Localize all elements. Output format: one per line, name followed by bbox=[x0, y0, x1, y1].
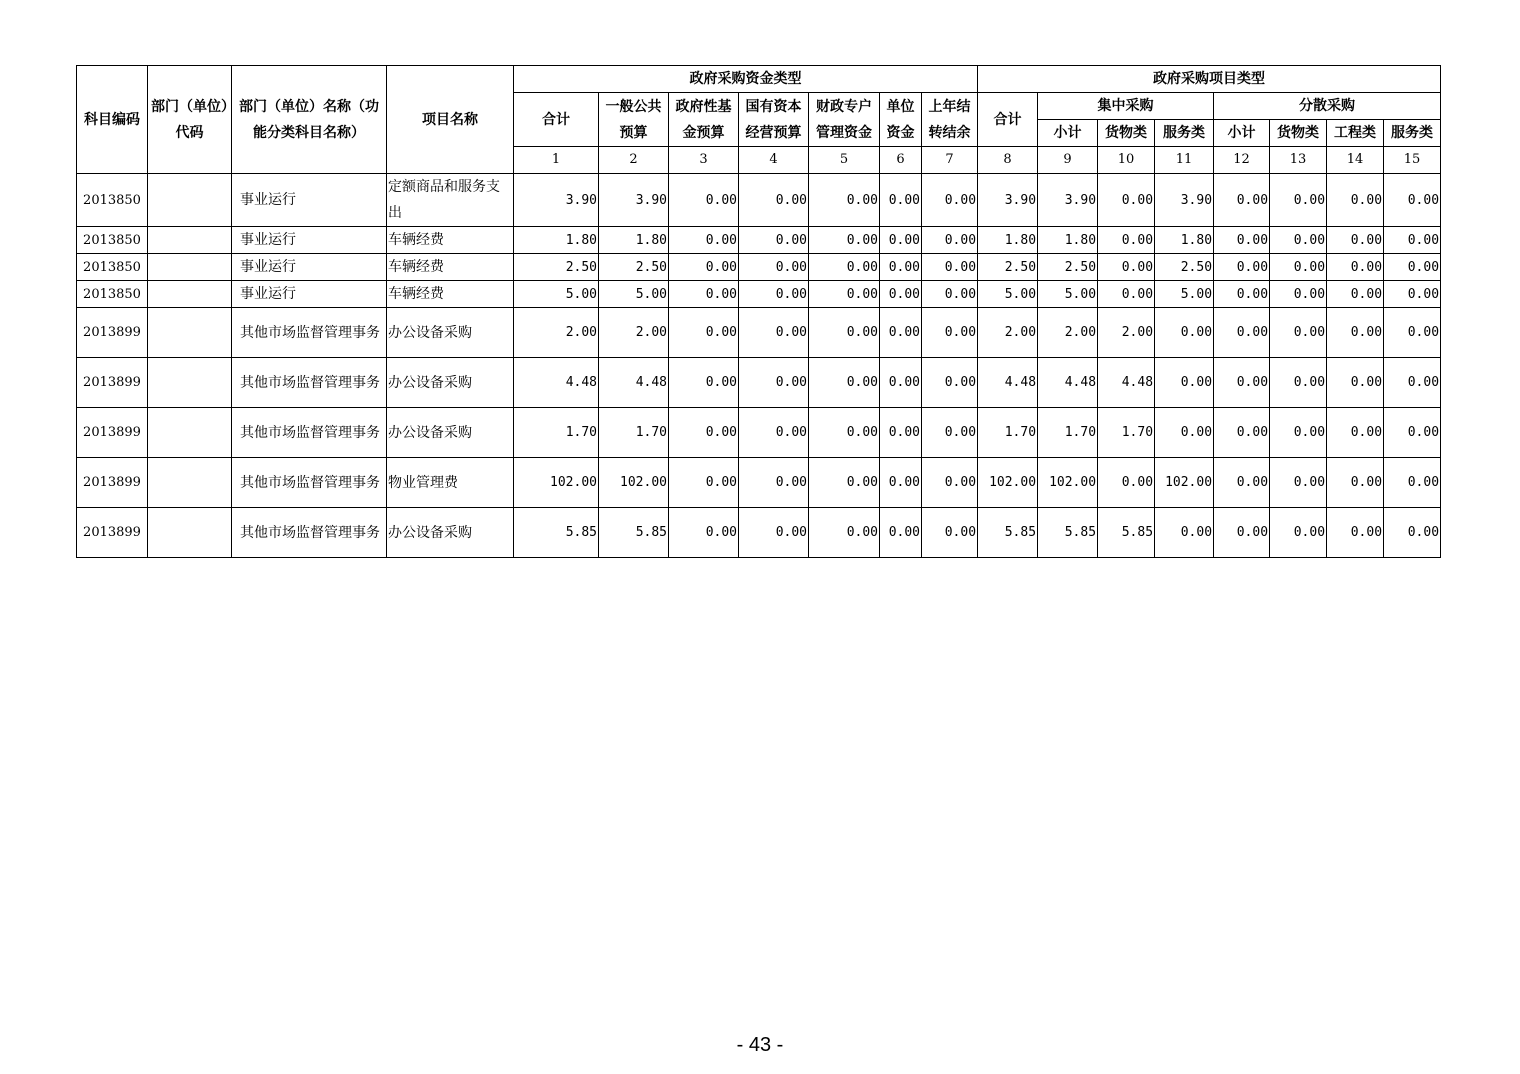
column-index: 11 bbox=[1155, 147, 1214, 174]
value-cell: 2.50 bbox=[1038, 254, 1098, 281]
value-cell: 0.00 bbox=[669, 227, 739, 254]
project-name-cell: 定额商品和服务支出 bbox=[387, 174, 514, 227]
decentralized-services-header: 服务类 bbox=[1384, 120, 1441, 147]
column-index: 8 bbox=[978, 147, 1038, 174]
table-body bbox=[77, 174, 1441, 558]
dept-code-cell bbox=[148, 174, 232, 227]
value-cell: 0.00 bbox=[739, 508, 809, 558]
value-cell: 5.00 bbox=[1038, 281, 1098, 308]
value-cell: 1.80 bbox=[599, 227, 669, 254]
subject-code-cell: 2013899 bbox=[77, 408, 148, 458]
value-cell: 5.85 bbox=[514, 508, 599, 558]
value-cell: 0.00 bbox=[1327, 508, 1384, 558]
value-cell: 0.00 bbox=[1098, 281, 1155, 308]
table-row bbox=[77, 281, 1441, 308]
dept-name-cell: 其他市场监督管理事务 bbox=[232, 408, 387, 458]
table-header bbox=[77, 66, 1441, 174]
value-cell: 0.00 bbox=[1327, 254, 1384, 281]
value-cell: 3.90 bbox=[599, 174, 669, 227]
value-cell: 0.00 bbox=[1270, 227, 1327, 254]
subject-code-cell: 2013850 bbox=[77, 281, 148, 308]
dept-name-cell: 事业运行 bbox=[232, 281, 387, 308]
value-cell: 0.00 bbox=[669, 254, 739, 281]
decentralized-subtotal-header: 小计 bbox=[1214, 120, 1270, 147]
value-cell: 5.00 bbox=[1155, 281, 1214, 308]
value-cell: 0.00 bbox=[1384, 508, 1441, 558]
value-cell: 0.00 bbox=[1214, 281, 1270, 308]
dept-name-cell: 其他市场监督管理事务 bbox=[232, 358, 387, 408]
value-cell: 3.90 bbox=[514, 174, 599, 227]
centralized-header: 集中采购 bbox=[1038, 93, 1214, 120]
dept-code-cell bbox=[148, 254, 232, 281]
dept-name-header: 部门（单位）名称（功能分类科目名称） bbox=[232, 66, 387, 174]
value-cell: 0.00 bbox=[1098, 227, 1155, 254]
value-cell: 0.00 bbox=[922, 458, 978, 508]
value-cell: 102.00 bbox=[599, 458, 669, 508]
column-index: 12 bbox=[1214, 147, 1270, 174]
table-row bbox=[77, 408, 1441, 458]
table-row bbox=[77, 358, 1441, 408]
gov-fund-budget-header: 政府性基金预算 bbox=[669, 93, 739, 147]
centralized-services-header: 服务类 bbox=[1155, 120, 1214, 147]
table-row bbox=[77, 174, 1441, 227]
column-index: 1 bbox=[514, 147, 599, 174]
project-name-cell: 车辆经费 bbox=[387, 281, 514, 308]
value-cell: 0.00 bbox=[1155, 358, 1214, 408]
value-cell: 0.00 bbox=[1270, 281, 1327, 308]
value-cell: 0.00 bbox=[922, 174, 978, 227]
value-cell: 0.00 bbox=[1214, 508, 1270, 558]
value-cell: 0.00 bbox=[1155, 508, 1214, 558]
value-cell: 2.50 bbox=[599, 254, 669, 281]
dept-code-cell bbox=[148, 281, 232, 308]
table-row bbox=[77, 227, 1441, 254]
carryover-header: 上年结转结余 bbox=[922, 93, 978, 147]
project-name-cell: 办公设备采购 bbox=[387, 508, 514, 558]
value-cell: 0.00 bbox=[1327, 458, 1384, 508]
dept-code-cell bbox=[148, 508, 232, 558]
value-cell: 0.00 bbox=[739, 174, 809, 227]
value-cell: 0.00 bbox=[880, 358, 922, 408]
column-index: 7 bbox=[922, 147, 978, 174]
value-cell: 5.00 bbox=[599, 281, 669, 308]
value-cell: 0.00 bbox=[1327, 358, 1384, 408]
state-capital-budget-header: 国有资本经营预算 bbox=[739, 93, 809, 147]
dept-code-cell bbox=[148, 227, 232, 254]
value-cell: 0.00 bbox=[1270, 458, 1327, 508]
value-cell: 0.00 bbox=[1155, 408, 1214, 458]
value-cell: 0.00 bbox=[1214, 408, 1270, 458]
value-cell: 3.90 bbox=[978, 174, 1038, 227]
value-cell: 0.00 bbox=[880, 408, 922, 458]
value-cell: 0.00 bbox=[880, 281, 922, 308]
value-cell: 102.00 bbox=[514, 458, 599, 508]
value-cell: 0.00 bbox=[922, 358, 978, 408]
value-cell: 0.00 bbox=[1098, 174, 1155, 227]
value-cell: 1.70 bbox=[514, 408, 599, 458]
value-cell: 0.00 bbox=[809, 458, 880, 508]
value-cell: 0.00 bbox=[809, 281, 880, 308]
value-cell: 0.00 bbox=[1384, 227, 1441, 254]
subject-code-cell: 2013899 bbox=[77, 508, 148, 558]
value-cell: 0.00 bbox=[922, 254, 978, 281]
value-cell: 1.70 bbox=[978, 408, 1038, 458]
dept-name-cell: 事业运行 bbox=[232, 227, 387, 254]
value-cell: 0.00 bbox=[809, 254, 880, 281]
value-cell: 2.50 bbox=[978, 254, 1038, 281]
value-cell: 0.00 bbox=[880, 174, 922, 227]
subject-code-cell: 2013899 bbox=[77, 308, 148, 358]
subject-code-cell: 2013850 bbox=[77, 227, 148, 254]
project-name-cell: 车辆经费 bbox=[387, 227, 514, 254]
decentralized-goods-header: 货物类 bbox=[1270, 120, 1327, 147]
subject-code-cell: 2013899 bbox=[77, 458, 148, 508]
value-cell: 0.00 bbox=[739, 408, 809, 458]
value-cell: 0.00 bbox=[1384, 308, 1441, 358]
column-index: 3 bbox=[669, 147, 739, 174]
value-cell: 1.80 bbox=[1038, 227, 1098, 254]
subject-code-cell: 2013850 bbox=[77, 174, 148, 227]
subject-code-cell: 2013850 bbox=[77, 254, 148, 281]
value-cell: 0.00 bbox=[669, 174, 739, 227]
value-cell: 0.00 bbox=[1270, 508, 1327, 558]
value-cell: 0.00 bbox=[922, 308, 978, 358]
value-cell: 0.00 bbox=[739, 358, 809, 408]
value-cell: 0.00 bbox=[809, 227, 880, 254]
value-cell: 4.48 bbox=[978, 358, 1038, 408]
value-cell: 1.80 bbox=[1155, 227, 1214, 254]
dept-name-cell: 其他市场监督管理事务 bbox=[232, 458, 387, 508]
value-cell: 0.00 bbox=[669, 358, 739, 408]
value-cell: 2.00 bbox=[599, 308, 669, 358]
fund-type-group-header: 政府采购资金类型 bbox=[514, 66, 978, 93]
general-budget-header: 一般公共预算 bbox=[599, 93, 669, 147]
value-cell: 0.00 bbox=[1214, 254, 1270, 281]
value-cell: 0.00 bbox=[1270, 358, 1327, 408]
centralized-goods-header: 货物类 bbox=[1098, 120, 1155, 147]
value-cell: 5.00 bbox=[514, 281, 599, 308]
special-fund-header: 财政专户管理资金 bbox=[809, 93, 880, 147]
project-name-cell: 物业管理费 bbox=[387, 458, 514, 508]
value-cell: 5.85 bbox=[1038, 508, 1098, 558]
value-cell: 0.00 bbox=[1327, 281, 1384, 308]
project-total-header: 合计 bbox=[978, 93, 1038, 147]
value-cell: 0.00 bbox=[739, 227, 809, 254]
value-cell: 102.00 bbox=[978, 458, 1038, 508]
value-cell: 0.00 bbox=[1384, 281, 1441, 308]
value-cell: 0.00 bbox=[922, 281, 978, 308]
value-cell: 2.00 bbox=[1098, 308, 1155, 358]
dept-code-cell bbox=[148, 308, 232, 358]
table-row bbox=[77, 308, 1441, 358]
value-cell: 4.48 bbox=[514, 358, 599, 408]
value-cell: 4.48 bbox=[599, 358, 669, 408]
value-cell: 4.48 bbox=[1038, 358, 1098, 408]
centralized-subtotal-header: 小计 bbox=[1038, 120, 1098, 147]
value-cell: 0.00 bbox=[880, 254, 922, 281]
value-cell: 1.70 bbox=[1038, 408, 1098, 458]
value-cell: 102.00 bbox=[1155, 458, 1214, 508]
value-cell: 0.00 bbox=[1327, 308, 1384, 358]
value-cell: 0.00 bbox=[1327, 408, 1384, 458]
value-cell: 5.85 bbox=[599, 508, 669, 558]
value-cell: 0.00 bbox=[880, 508, 922, 558]
dept-name-cell: 其他市场监督管理事务 bbox=[232, 508, 387, 558]
project-name-cell: 办公设备采购 bbox=[387, 408, 514, 458]
value-cell: 0.00 bbox=[739, 458, 809, 508]
value-cell: 0.00 bbox=[1384, 458, 1441, 508]
value-cell: 0.00 bbox=[669, 458, 739, 508]
column-index: 4 bbox=[739, 147, 809, 174]
value-cell: 0.00 bbox=[922, 508, 978, 558]
value-cell: 0.00 bbox=[1214, 174, 1270, 227]
project-name-cell: 办公设备采购 bbox=[387, 308, 514, 358]
value-cell: 1.80 bbox=[978, 227, 1038, 254]
value-cell: 3.90 bbox=[1155, 174, 1214, 227]
table-row bbox=[77, 254, 1441, 281]
value-cell: 0.00 bbox=[1270, 174, 1327, 227]
value-cell: 0.00 bbox=[809, 174, 880, 227]
value-cell: 0.00 bbox=[1098, 254, 1155, 281]
value-cell: 0.00 bbox=[1214, 358, 1270, 408]
dept-name-cell: 其他市场监督管理事务 bbox=[232, 308, 387, 358]
value-cell: 0.00 bbox=[1270, 308, 1327, 358]
value-cell: 1.80 bbox=[514, 227, 599, 254]
project-name-cell: 办公设备采购 bbox=[387, 358, 514, 408]
value-cell: 0.00 bbox=[669, 281, 739, 308]
column-index: 14 bbox=[1327, 147, 1384, 174]
subject-code-header: 科目编码 bbox=[77, 66, 148, 174]
value-cell: 0.00 bbox=[1327, 227, 1384, 254]
value-cell: 0.00 bbox=[669, 308, 739, 358]
unit-fund-header: 单位资金 bbox=[880, 93, 922, 147]
value-cell: 0.00 bbox=[1384, 408, 1441, 458]
project-type-group-header: 政府采购项目类型 bbox=[978, 66, 1441, 93]
column-index: 2 bbox=[599, 147, 669, 174]
value-cell: 3.90 bbox=[1038, 174, 1098, 227]
value-cell: 5.85 bbox=[1098, 508, 1155, 558]
dept-code-header: 部门（单位）代码 bbox=[148, 66, 232, 174]
decentralized-header: 分散采购 bbox=[1214, 93, 1441, 120]
dept-code-cell bbox=[148, 358, 232, 408]
value-cell: 0.00 bbox=[922, 408, 978, 458]
value-cell: 0.00 bbox=[669, 408, 739, 458]
value-cell: 0.00 bbox=[1384, 358, 1441, 408]
value-cell: 0.00 bbox=[1384, 174, 1441, 227]
value-cell: 2.00 bbox=[514, 308, 599, 358]
value-cell: 2.50 bbox=[1155, 254, 1214, 281]
table-row bbox=[77, 458, 1441, 508]
value-cell: 5.00 bbox=[978, 281, 1038, 308]
value-cell: 2.00 bbox=[978, 308, 1038, 358]
value-cell: 0.00 bbox=[1155, 308, 1214, 358]
value-cell: 0.00 bbox=[922, 227, 978, 254]
value-cell: 1.70 bbox=[599, 408, 669, 458]
column-index: 15 bbox=[1384, 147, 1441, 174]
value-cell: 4.48 bbox=[1098, 358, 1155, 408]
dept-name-cell: 事业运行 bbox=[232, 254, 387, 281]
project-name-header: 项目名称 bbox=[387, 66, 514, 174]
value-cell: 0.00 bbox=[809, 358, 880, 408]
page-number: - 43 - bbox=[736, 1034, 784, 1056]
value-cell: 0.00 bbox=[880, 227, 922, 254]
value-cell: 0.00 bbox=[1214, 227, 1270, 254]
value-cell: 0.00 bbox=[880, 308, 922, 358]
project-name-cell: 车辆经费 bbox=[387, 254, 514, 281]
subject-code-cell: 2013899 bbox=[77, 358, 148, 408]
value-cell: 2.00 bbox=[1038, 308, 1098, 358]
table-row bbox=[77, 508, 1441, 558]
column-index: 9 bbox=[1038, 147, 1098, 174]
column-index: 6 bbox=[880, 147, 922, 174]
value-cell: 5.85 bbox=[978, 508, 1038, 558]
value-cell: 0.00 bbox=[1214, 308, 1270, 358]
value-cell: 0.00 bbox=[739, 281, 809, 308]
dept-name-cell: 事业运行 bbox=[232, 174, 387, 227]
dept-code-cell bbox=[148, 408, 232, 458]
value-cell: 0.00 bbox=[809, 308, 880, 358]
value-cell: 0.00 bbox=[1384, 254, 1441, 281]
value-cell: 0.00 bbox=[739, 254, 809, 281]
value-cell: 0.00 bbox=[669, 508, 739, 558]
value-cell: 0.00 bbox=[739, 308, 809, 358]
dept-code-cell bbox=[148, 458, 232, 508]
value-cell: 2.50 bbox=[514, 254, 599, 281]
value-cell: 0.00 bbox=[809, 408, 880, 458]
value-cell: 0.00 bbox=[1098, 458, 1155, 508]
value-cell: 0.00 bbox=[1214, 458, 1270, 508]
value-cell: 0.00 bbox=[1270, 408, 1327, 458]
fund-total-header: 合计 bbox=[514, 93, 599, 147]
column-index: 13 bbox=[1270, 147, 1327, 174]
decentralized-works-header: 工程类 bbox=[1327, 120, 1384, 147]
column-index: 5 bbox=[809, 147, 880, 174]
value-cell: 0.00 bbox=[809, 508, 880, 558]
column-index: 10 bbox=[1098, 147, 1155, 174]
value-cell: 0.00 bbox=[880, 458, 922, 508]
procurement-table bbox=[76, 65, 1441, 558]
value-cell: 102.00 bbox=[1038, 458, 1098, 508]
value-cell: 1.70 bbox=[1098, 408, 1155, 458]
value-cell: 0.00 bbox=[1327, 174, 1384, 227]
value-cell: 0.00 bbox=[1270, 254, 1327, 281]
